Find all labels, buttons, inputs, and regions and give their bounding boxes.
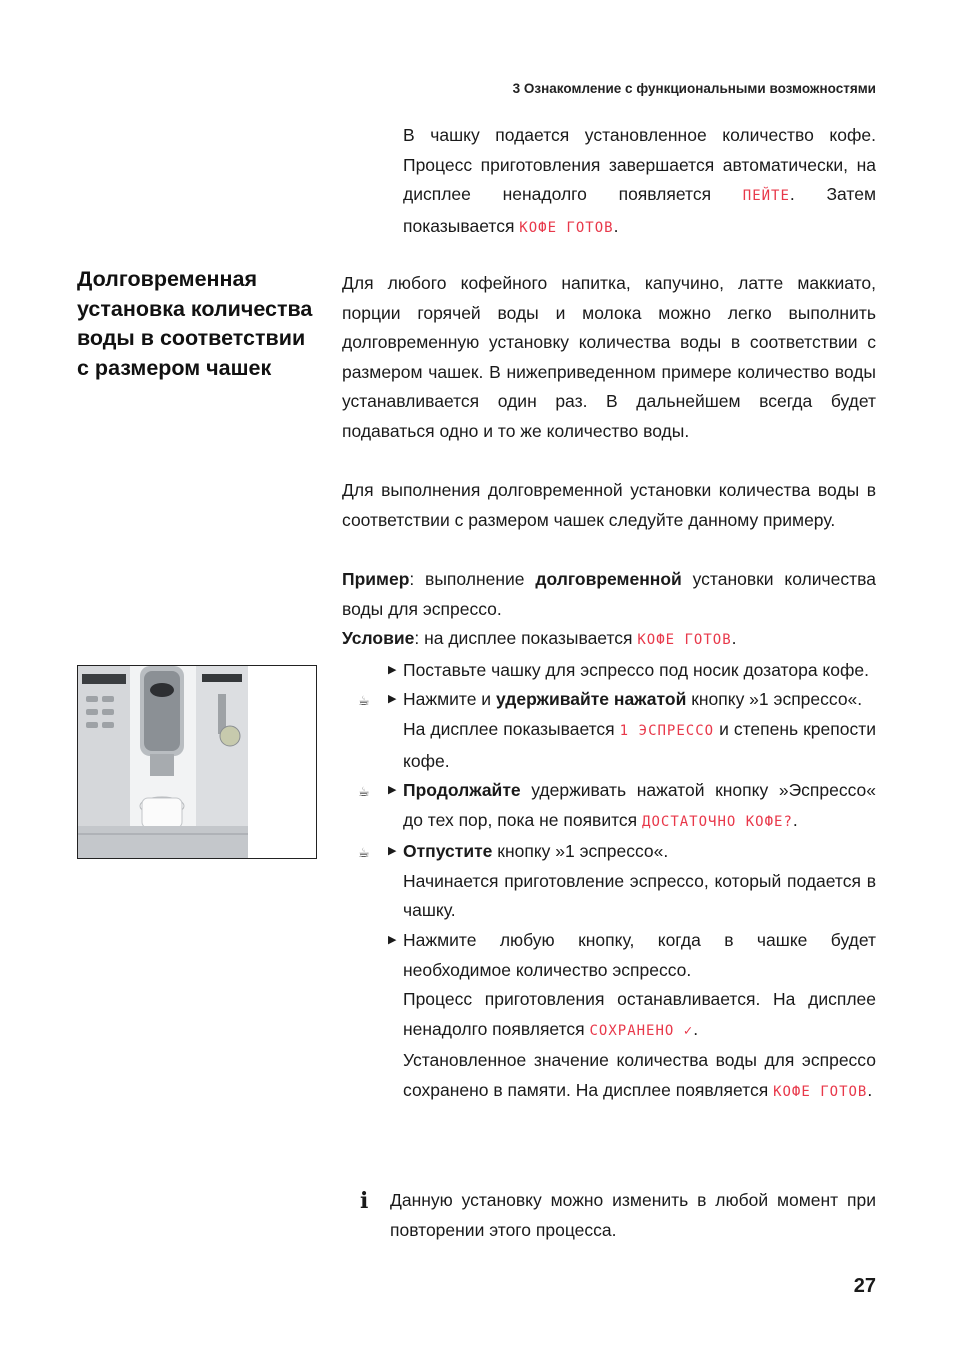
- coffee-machine-illustration: [78, 666, 316, 858]
- step-release: ☕ ▶ Отпустите кнопку »1 эспрессо«.: [342, 837, 876, 867]
- bullet-triangle-icon: ▶: [388, 784, 397, 797]
- lcd-message: КОФЕ ГОТОВ: [519, 219, 614, 236]
- espresso-cup-icon: ☕: [358, 784, 370, 800]
- intro-block: [342, 121, 876, 243]
- bullet-triangle-icon: ▶: [388, 845, 397, 858]
- step-continue-hold: ☕ ▶ Продолжайте удерживать нажатой кнопку »Эспрессо« до тех пор, пока не появится ДОСТАТОЧНО КОФЕ?.: [342, 776, 876, 837]
- step-saved-result: Установленное значение количества воды для эспрессо сохранено в памяти. На дисплее появляется КОФЕ ГОТОВ.: [403, 1050, 876, 1101]
- condition-line: Условие: на дисплее показывается КОФЕ ГОТОВ.: [342, 628, 737, 649]
- intro-paragraph: В чашку подается установленное количество кофе. Процесс приготовления завершается автоматически, на дисплее ненадолго появляется ПЕЙТЕ. Затем показывается КОФЕ ГОТОВ.: [403, 125, 876, 236]
- bullet-triangle-icon: ▶: [388, 663, 397, 676]
- lcd-message: ДОСТАТОЧНО КОФЕ?: [642, 813, 793, 830]
- lcd-message: СОХРАНЕНО ✓: [589, 1022, 694, 1039]
- bullet-triangle-icon: ▶: [388, 934, 397, 947]
- running-header: 3 Ознакомление с функциональными возможностями: [512, 81, 876, 96]
- bullet-triangle-icon: ▶: [388, 693, 397, 706]
- example-line: Пример: выполнение долговременной установки количества воды для эспрессо.: [342, 568, 876, 619]
- info-note: Данную установку можно изменить в любой момент при повторении этого процесса.: [390, 1190, 876, 1240]
- espresso-cup-icon: ☕: [358, 845, 370, 861]
- section-paragraph-2: Для выполнения долговременной установки количества воды в соответствии с размером чашек следуйте данному примеру.: [342, 480, 876, 530]
- step-press-any: ▶ Нажмите любую кнопку, когда в чашке будет необходимое количество эспрессо.: [342, 926, 876, 985]
- main-column: [342, 269, 876, 1108]
- info-icon: i: [360, 1188, 369, 1214]
- lcd-message: 1 ЭСПРЕССО: [619, 722, 715, 739]
- lcd-message: КОФЕ ГОТОВ: [637, 632, 732, 649]
- section-heading: Долговременная установка количества воды в соответствии с размером чашек: [77, 267, 313, 380]
- step-press-hold-result: На дисплее показывается 1 ЭСПРЕССО и степень крепости кофе.: [403, 718, 876, 771]
- section-paragraph-1: Для любого кофейного напитка, капучино, латте маккиато, порции горячей воды и молока можно легко выполнить долговременную установку количества воды в соответствии с размером чашек. В нижеприведенном примере количество воды устанавливается один раз. В дальнейшем всегда будет подаваться одно и то же количество воды.: [342, 273, 876, 441]
- espresso-cup-icon: ☕: [358, 693, 370, 709]
- lcd-message: ПЕЙТЕ: [742, 188, 790, 205]
- page-number: 27: [853, 1275, 876, 1297]
- step-place-cup: ▶ Поставьте чашку для эспрессо под носик дозатора кофе.: [342, 656, 876, 686]
- coffee-machine-photo: [77, 665, 317, 859]
- step-release-result: Начинается приготовление эспрессо, который подается в чашку.: [403, 870, 876, 921]
- lcd-message: КОФЕ ГОТОВ: [773, 1084, 868, 1101]
- step-press-any-result: Процесс приготовления останавливается. На дисплее ненадолго появляется СОХРАНЕНО ✓.: [403, 989, 876, 1039]
- step-press-hold: ☕ ▶ Нажмите и удерживайте нажатой кнопку »1 эспрессо«.: [342, 685, 876, 715]
